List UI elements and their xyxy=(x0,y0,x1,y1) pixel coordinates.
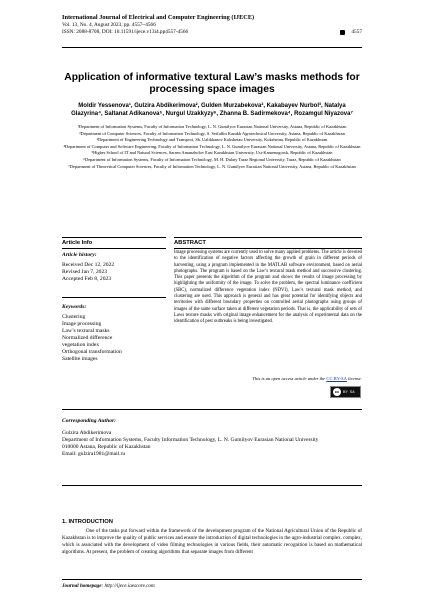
issn-line: ISSN: 2088-8708, DOI: 10.11591/ijece.v13i4.pp4557-4566 xyxy=(62,28,189,35)
info-top-rule xyxy=(62,237,166,238)
affiliation-7: ⁷Department of Theoretical Computer Sciences, Faculty of Information Technology, L. N. Gumilyov Eurasian National University, Astana, Republic of Kazakhstan xyxy=(68,163,356,169)
corresponding-name: Gulzira Abdikerimova xyxy=(62,430,112,436)
keyword-item: Clustering xyxy=(62,314,86,320)
affiliations xyxy=(62,124,362,170)
cc-icon: cc xyxy=(334,390,340,394)
keywords-heading: Keywords: xyxy=(62,304,87,310)
keywords-block xyxy=(62,304,166,363)
abstract-top-rule xyxy=(174,237,362,238)
keyword-item: Image processing xyxy=(62,321,102,327)
keyword-item: Law’s textural masks xyxy=(62,328,110,334)
header-rule xyxy=(62,47,362,48)
info-sub-rule xyxy=(62,248,166,249)
article-history xyxy=(62,250,166,283)
keyword-item: vegetation index xyxy=(62,342,100,348)
corresponding-bottom-rule xyxy=(62,485,362,486)
paper-title: Application of informative textural Law’s masks methods for processing space images xyxy=(64,72,360,95)
affiliation-1: ¹Department of Information Systems, Faculty of Information Technology, L. N. Gumilyov Eurasian National University, Astana, Republic of Kazakhstan xyxy=(77,124,347,129)
license-link[interactable]: CC BY-SA xyxy=(326,376,347,381)
open-access-note xyxy=(220,376,362,381)
keyword-item: Satellite images xyxy=(62,356,98,362)
corresponding-heading: Corresponding Author: xyxy=(62,418,117,424)
keywords-rule xyxy=(62,297,166,298)
cc-by-label: BY xyxy=(343,390,348,394)
footer-url[interactable]: : http://ijece.iaescore.com xyxy=(101,583,155,589)
volume-line: Vol. 13, No. 4, August 2023, pp. 4557~4566 xyxy=(62,21,156,28)
affiliation-6: ⁶Department of Information Systems, Faculty of Information Technology, M. H. Dulaty Taraz Regional University, Taraz, Republic of Kazakhstan xyxy=(83,156,341,162)
cc-sa-label: SA xyxy=(349,390,355,394)
page-number: 4557 xyxy=(351,28,362,35)
open-access-prefix: This is an open access article under the xyxy=(252,376,327,381)
journal-title: International Journal of Electrical and Computer Engineering (IJECE) xyxy=(62,14,255,21)
affiliation-5: ⁵Higher School of IT and Natural Sciences, Sarsen Amanzholov East Kazakhstan University, Ust-Kamenogorsk, Republic of Kazakhstan xyxy=(91,150,333,156)
page-number-box xyxy=(340,29,362,36)
abstract-sub-rule xyxy=(174,248,362,249)
footer-label: Journal homepage xyxy=(62,583,102,589)
journal-header xyxy=(62,14,362,36)
corresponding-top-rule xyxy=(62,409,362,410)
author-list: Moldir Yessenova¹, Gulzira Abdikerimova², Gulden Murzabekova², Kakabayev Nurbol³, Natalya Glazyrina⁴, Saltanat Adikanova⁵, Nurgul Uzakkyzy⁶, Zhanna B. Sadirmekova⁴, Rozamgul Niyazova⁷ xyxy=(71,103,353,117)
received-date: Received Dec 12, 2022 xyxy=(62,262,115,268)
footer-rule xyxy=(62,579,362,580)
open-access-suffix: license. xyxy=(346,376,362,381)
affiliation-4: ⁴Department of Computer and Software Engineering, Faculty of Information Technology, L. N. Gumilyov Eurasian National University, Astana, Republic of Kazakhstan xyxy=(63,143,361,149)
abstract-heading: ABSTRACT xyxy=(174,240,206,246)
article-info-heading: Article Info xyxy=(62,240,93,246)
cc-license-badge[interactable] xyxy=(330,386,361,398)
affiliation-2: ²Department of Computer Sciences, Faculty of Information Technology, S. Seifullin Kazakh Agrotechnical University, Astana, Republic of Kazakhstan xyxy=(79,130,345,136)
affiliation-3: ³Department of Engineering Technology and Transport, Sh. Ualikhanov Kokshetau University, Kokshetau, Republic of Kazakhstan xyxy=(96,137,328,143)
keyword-item: Normalized difference xyxy=(62,335,113,341)
corresponding-details xyxy=(62,430,362,458)
history-heading: Article history: xyxy=(62,252,97,258)
corresponding-address: 010000 Astana, Republic of Kazakhstan xyxy=(62,444,151,450)
journal-icon xyxy=(340,30,345,35)
introduction-text: One of the tasks put forward within the framework of the development program of the National Agricultural Union of the Republic of Kazakhstan is to improve the quality of public services and ensure the introduction of digital technologies in the agro-industrial complex. complex, which is associated with the development of video filming technologies in various fields, their automatic recognition is based on mathematical algorithms. At present, the problem of creating algorithms that separate images from different xyxy=(62,528,362,555)
corresponding-email[interactable]: Email: gulzira1981@mail.ru xyxy=(62,451,126,457)
issn-row xyxy=(62,29,362,36)
revised-date: Revised Jan 7, 2023 xyxy=(62,269,108,275)
accepted-date: Accepted Feb 8, 2023 xyxy=(62,276,112,282)
keyword-item: Orthogonal transformation xyxy=(62,349,122,355)
introduction-heading: 1. INTRODUCTION xyxy=(62,519,113,525)
abstract-text: Image processing systems are currently used to solve many applied problems. The article is devoted to the identification of negative factors affecting the growth of grain in different periods of harvesting, using a program implemented in the MATLAB software environment, based on aerial photographs. The program is based on the Law’s textural mask method and successive clustering. This paper presents the algorithm of the program and shows the results of image processing by highlighting the uniformity of the image. To solve the problem, the spectral luminance coefficient (SBC), normalized difference vegetation index (NDVI), Law’s textural mask method, and clustering are used. This approach is general and has great potential for identifying objects and territories with different boundary properties on controlled aerial photographs using groups of images of the same surface taken at different vegetation periods. That is, the applicability of sets of Laws texture masks with original image enhancement for the analysis of experimental data on the identification of pest outbreaks is being investigated. xyxy=(174,250,362,325)
corresponding-dept: Department of Information Systems, Faculty Information Technology, L. N. Gumilyov Eurasian National University xyxy=(62,437,319,443)
page-footer xyxy=(62,583,155,589)
